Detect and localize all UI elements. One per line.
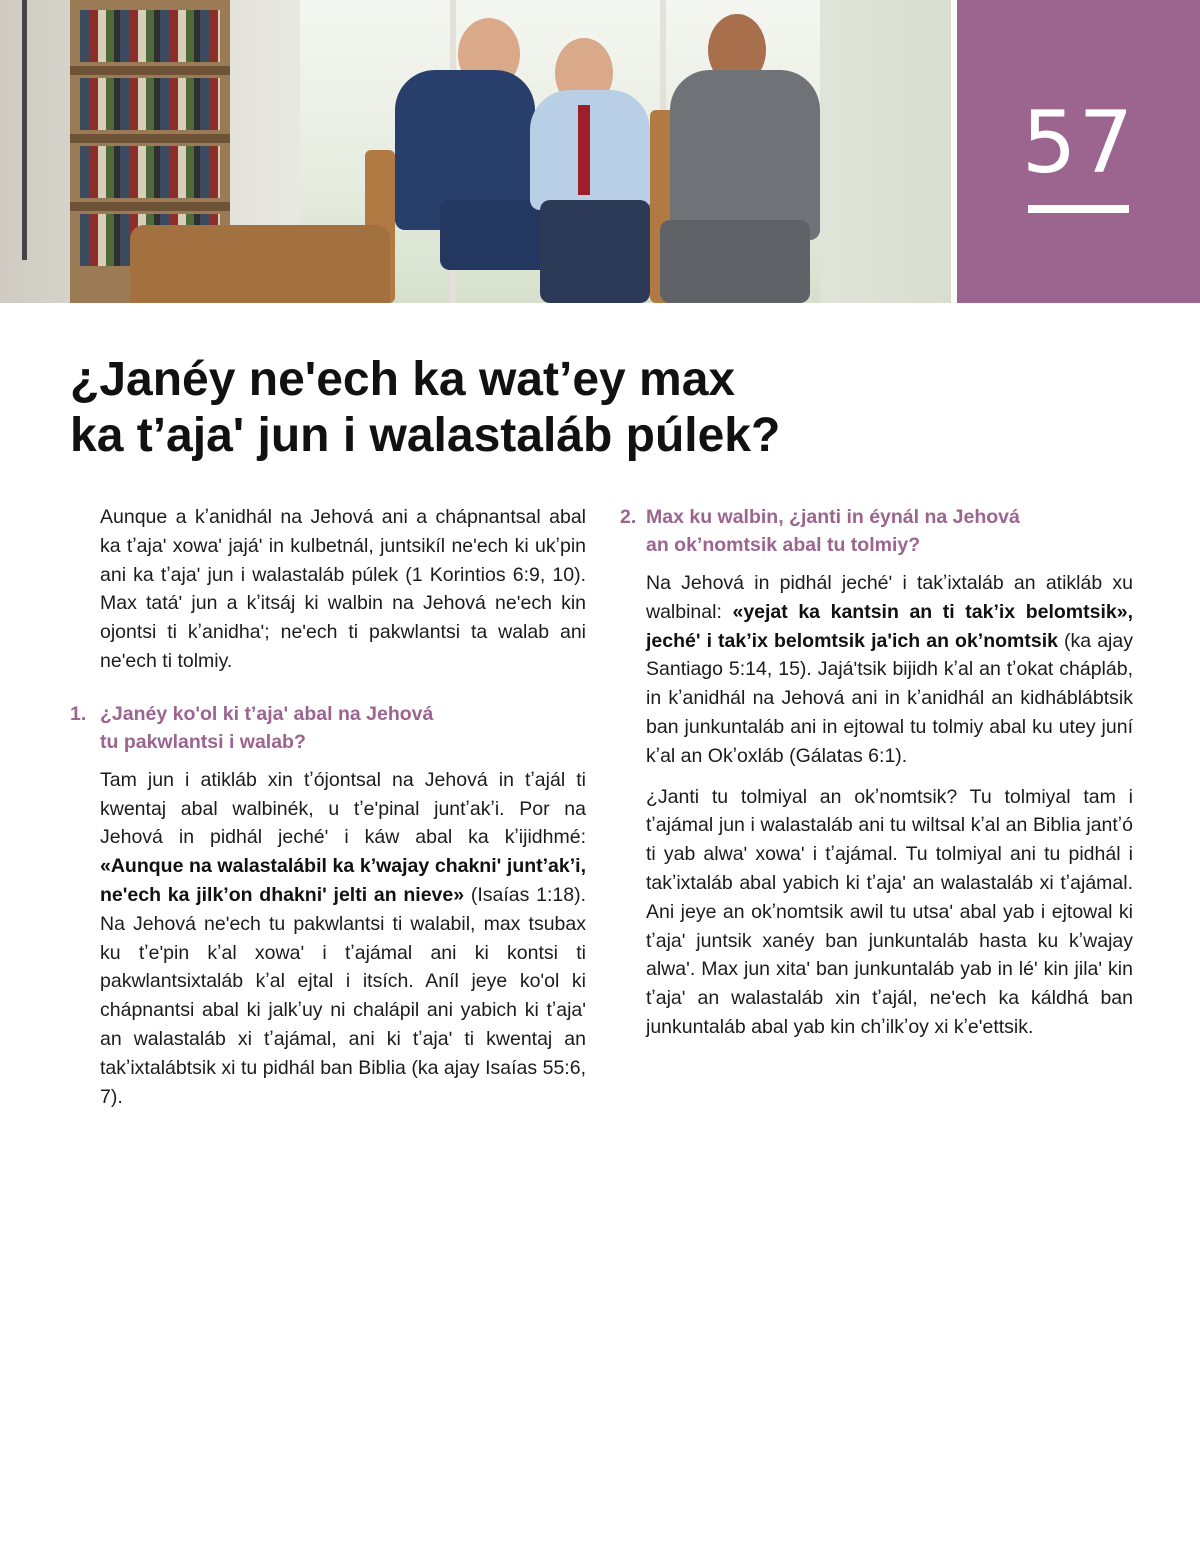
question-text: Max ku walbin, ¿janti in éynál na Jehová xyxy=(646,506,1020,528)
chair xyxy=(130,225,390,303)
scripture-quote: «Aunque na walastalábil ka kʼwajay chakniʹ juntʼakʼi, neʹech ka jilkʼon dhakniʹ jelti an nieve» xyxy=(100,855,586,906)
page-title-line: ka tʼajaʹ jun i walastaláb púlek? xyxy=(70,409,781,462)
question-number: 1. xyxy=(70,702,87,725)
left-column xyxy=(70,503,586,1123)
answer-text: Tam jun i atikláb xin tʼójontsal na Jehová in tʼajál ti kwentaj abal walbinék, u tʼeʹpinal juntʼakʼi. Por na Jehová in pidhál jechéʹ i káw abal ka kʼijidhmé: xyxy=(100,768,586,849)
page-title xyxy=(70,352,1070,464)
answer-paragraph xyxy=(100,766,586,1112)
lesson-number-underline xyxy=(1028,205,1129,213)
answer-text: Na Jehová in pidhál jechéʹ i takʼixtaláb an atikláb xu walbinal: xyxy=(646,572,1133,623)
header-photo xyxy=(0,0,951,303)
question-number: 2. xyxy=(620,506,637,528)
intro-paragraph: Aunque a kʼanidhál na Jehová ani a chápnantsal abal ka tʼajaʹ xowaʹ jajáʹ in kulbetnál, juntsikíl neʹech ki ukʼpin ani ka tʼajaʹ jun i walastaláb púlek (1 Korintios 6:9, 10). Max tatáʹ jun a kʼitsáj ki walbin na Jehová neʹech kin ojontsi ti kʼanidhaʹ; neʹech ti pakwlantsi ta walab ani neʹech ti tolmiy. xyxy=(100,506,586,672)
answer-paragraph xyxy=(646,569,1133,771)
floor-lamp xyxy=(22,0,27,260)
question-text: an okʼnomtsik abal tu tolmiy? xyxy=(646,534,921,556)
question-text: ¿Janéy koʹol ki tʼajaʹ abal na Jehová xyxy=(100,702,434,725)
scripture-quote: «yejat ka kantsin an ti takʼix belomtsik», jechéʹ i takʼix belomtsik jaʹich an okʼnomtsik xyxy=(646,600,1134,652)
question-heading xyxy=(70,700,586,756)
page-title-line: ¿Janéy neʹech ka watʼey max xyxy=(70,353,736,406)
lesson-number: 57 xyxy=(1021,93,1136,193)
answer-text: (ka ajay Santiago 5:14, 15). Jajáʹtsik bijidh kʼal an tʼokat chápláb, in kʼanidhál na Jehová ani in kʼanidhál an kidháblábtsik ban junkuntaláb ani in ejtowal tu tolmiy abal ku utey juní kʼal an Okʼoxláb (Gálatas 6:1). xyxy=(646,629,1133,767)
right-column xyxy=(620,503,1133,1054)
answer-paragraph: ¿Janti tu tolmiyal an okʼnomtsik? Tu tolmiyal tam i tʼajámal jun i walastaláb ani tu wiltsal kʼal an Biblia jantʼó ti yab alwaʹ xowaʹ i tʼajámal. Tu tolmiyal ani tu pidhál i takʼixtaláb abal yabich ki tʼajaʹ an walastaláb xi tʼajámal. Ani jeye an okʼnomtsik awil tu utsaʹ abal yab i ejtowal ki tʼajaʹ juntsik xanéy ban junkuntaláb hasta ku kʼwajay alwaʹ. Max jun xitaʹ ban junkuntaláb yab in léʹ kin jilaʹ kin tʼajaʹ an walastaláb xin tʼajál, neʹech ka káldhá ban junkuntaláb abal yab kin chʼilkʼoy xi kʼeʹettsik. xyxy=(646,785,1133,1038)
question-text: tu pakwlantsi i walab? xyxy=(100,730,306,753)
question-heading xyxy=(620,503,1133,559)
lesson-number-tab xyxy=(957,0,1200,303)
answer-text: (Isaías 1:18). Na Jehová neʹech tu pakwlantsi ti walabil, max tsubax ku tʼeʹpin kʼal xowaʹ i tʼajámal ani ki kontsi ti pakwlantsixtaláb kʼal ejtal i itsích. Aníl jeye koʹol ki chápnantsi abal ki jalkʼuy ni chalápil ani yabich ki tʼajaʹ an walastaláb xi tʼajámal, ani ki tʼajaʹ ti kwentaj an takʼixtalábtsik xi tu pidhál ban Biblia (ka ajay Isaías 55:6, 7). xyxy=(100,883,586,1108)
